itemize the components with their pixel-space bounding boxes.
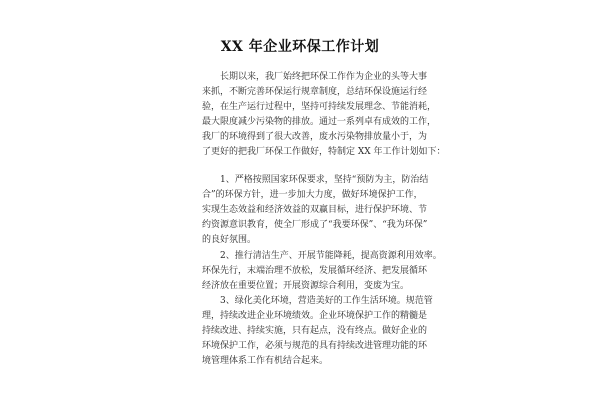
paragraph-item-2	[202, 249, 442, 294]
paragraph-intro	[202, 70, 446, 160]
paragraph-line: 的良好氛围。	[202, 235, 257, 245]
paragraph-line: 合”的环保方针，进一步加大力度，做好环境保护工作，	[202, 190, 423, 200]
paragraph-line: 持续改进、持续实施，只有起点，没有终点。做好企业的	[202, 326, 428, 336]
paragraph-item-1	[202, 173, 429, 248]
paragraph-line: 经济放在重要位置；开展资源综合利用，变废为宝。	[202, 281, 410, 291]
paragraph-line: 环保先行，末端治理不放松，发展循环经济、把发展循环	[202, 266, 428, 276]
paragraph-line: 来抓，不断完善环保运行规章制度，总结环保设施运行经	[202, 87, 428, 97]
paragraph-line: 最大限度减少污染物的排放。通过一系列卓有成效的工作，	[202, 117, 437, 127]
paragraph-line: 了更好的把我厂环保工作做好，特制定 XX 年工作计划如下：	[202, 147, 446, 157]
paragraph-line: 长期以来，我厂始终把环保工作作为企业的头等大事	[220, 72, 428, 82]
paragraph-line: 理，持续改进企业环境绩效。企业环境保护工作的精髓是	[202, 311, 428, 321]
paragraph-line: 2、推行清洁生产、开展节能降耗，提高资源利用效率。	[220, 251, 442, 261]
paragraph-line: 3、绿化美化环境，营造美好的工作生活环境。规范管	[220, 296, 433, 306]
paragraph-line: 境管理体系工作有机结合起来。	[202, 356, 329, 366]
paragraph-line: 验，在生产运行过程中，坚持可持续发展理念、节能消耗，	[202, 102, 437, 112]
paragraph-line: 我厂的环境得到了很大改善，废水污染物排放量小于，为	[202, 132, 428, 142]
document-title: XX 年企业环保工作计划	[220, 39, 380, 55]
paragraph-line: 1、严格按照国家环保要求，坚持“预防为主，防治结	[220, 175, 429, 185]
paragraph-item-3	[202, 294, 433, 369]
paragraph-line: 环境保护工作，必须与规范的具有持续改进管理功能的环	[202, 341, 428, 351]
paragraph-line: 约资源意识教育，使全厂形成了“我要环保”、“我为环保”	[202, 220, 428, 230]
paragraph-line: 实现生态效益和经济效益的双赢目标，进行保护环境、节	[202, 205, 428, 215]
